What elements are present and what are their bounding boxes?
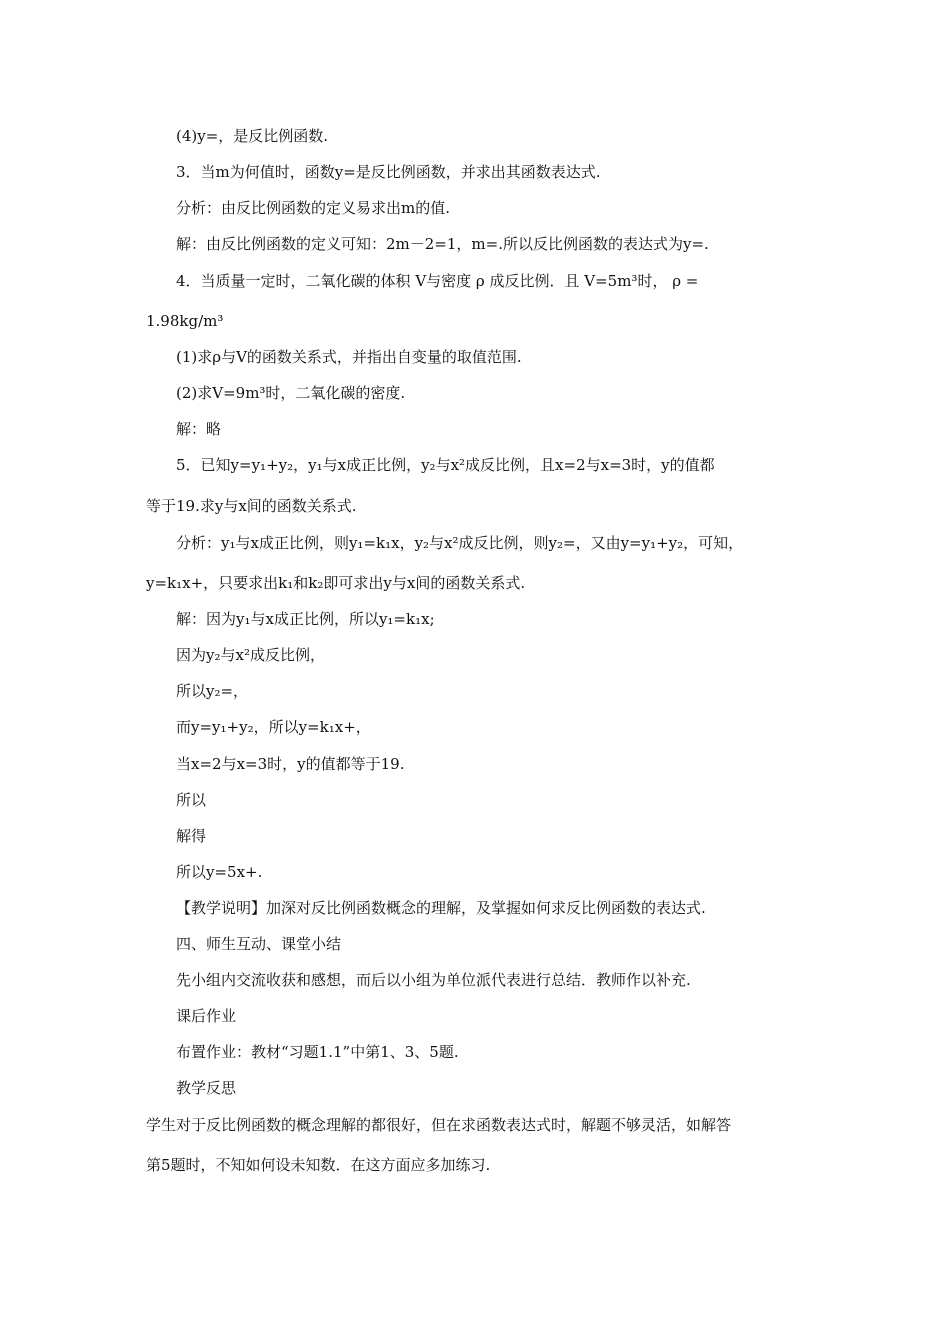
text-line-18: 当x=2与x=3时，y的值都等于19. [176, 755, 405, 773]
text-line-27: 教学反思 [176, 1079, 237, 1097]
text-line-23: 四、师生互动、课堂小结 [176, 935, 342, 953]
text-line-28: 学生对于反比例函数的概念理解的都很好，但在求函数表达式时，解题不够灵活，如解答 [146, 1116, 732, 1134]
text-line-12: 分析：y₁与x成正比例，则y₁=k₁x，y₂与x²成反比例，则y₂=，又由y=y₁+y₂，可知， [176, 534, 744, 552]
text-line-16: 所以y₂=， [176, 682, 249, 700]
text-line-6: 1.98kg/m³ [146, 312, 224, 330]
text-line-9: 解：略 [176, 420, 222, 438]
text-line-2: 3．当m为何值时，函数y=是反比例函数，并求出其函数表达式. [176, 163, 601, 181]
text-line-4: 解：由反比例函数的定义可知：2m－2=1，m=.所以反比例函数的表达式为y=. [176, 235, 709, 253]
text-line-11: 等于19.求y与x间的函数关系式. [146, 497, 357, 515]
text-line-20: 解得 [176, 827, 207, 845]
text-line-1: (4)y=，是反比例函数. [176, 127, 329, 145]
text-line-19: 所以 [176, 791, 207, 809]
text-line-8: (2)求V=9m³时，二氧化碳的密度. [176, 384, 406, 402]
text-line-17: 而y=y₁+y₂，所以y=k₁x+， [176, 718, 371, 736]
text-line-15: 因为y₂与x²成反比例， [176, 646, 325, 664]
text-line-21: 所以y=5x+. [176, 863, 263, 881]
text-line-14: 解：因为y₁与x成正比例，所以y₁=k₁x; [176, 610, 435, 628]
text-line-5: 4．当质量一定时，二氧化碳的体积 V与密度 ρ 成反比例．且 V=5m³时， ρ = [176, 272, 699, 290]
text-line-3: 分析：由反比例函数的定义易求出m的值. [176, 199, 450, 217]
text-line-10: 5．已知y=y₁+y₂，y₁与x成正比例，y₂与x²成反比例，且x=2与x=3时，y的值都 [176, 456, 715, 474]
text-line-26: 布置作业：教材“习题1.1”中第1、3、5题. [176, 1043, 459, 1061]
text-line-13: y=k₁x+，只要求出k₁和k₂即可求出y与x间的函数关系式. [146, 574, 526, 592]
text-line-29: 第5题时，不知如何设未知数．在这方面应多加练习. [146, 1156, 491, 1174]
text-line-24: 先小组内交流收获和感想，而后以小组为单位派代表进行总结．教师作以补充. [176, 971, 691, 989]
text-line-7: (1)求ρ与V的函数关系式，并指出自变量的取值范围. [176, 348, 522, 366]
text-line-22: 【教学说明】加深对反比例函数概念的理解，及掌握如何求反比例函数的表达式. [176, 899, 706, 917]
text-line-25: 课后作业 [176, 1007, 237, 1025]
